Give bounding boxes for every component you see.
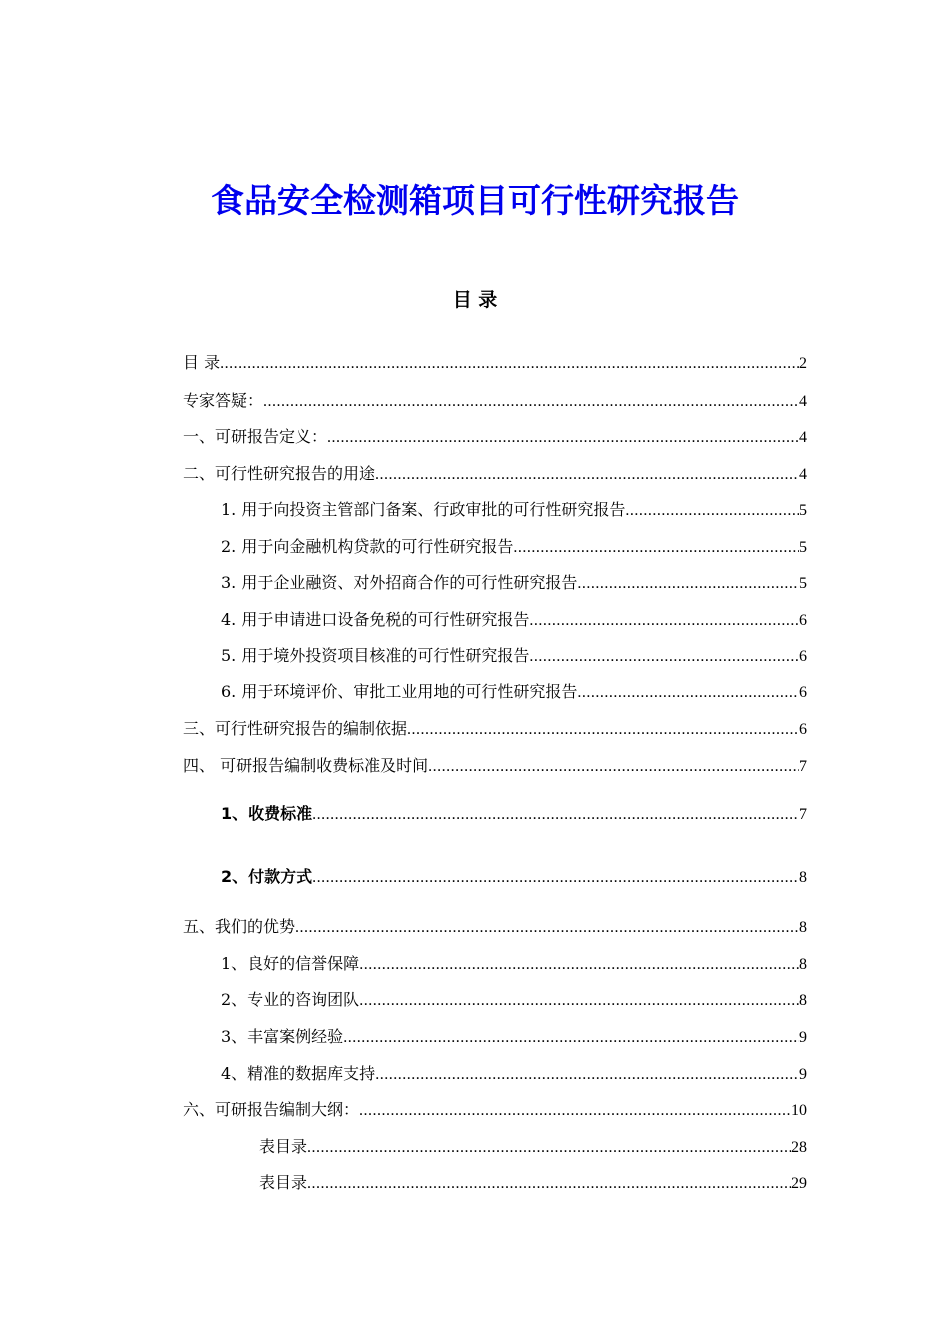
toc-entry[interactable]	[221, 1025, 807, 1049]
toc-entry-label: 2、付款方式	[221, 867, 313, 886]
toc-entry[interactable]	[221, 498, 807, 522]
document-title: 食品安全检测箱项目可行性研究报告	[211, 181, 739, 220]
dot-leader	[513, 536, 799, 560]
toc-entry-label: 三、可行性研究报告的编制依据	[183, 719, 408, 738]
toc-entry[interactable]	[183, 462, 807, 486]
toc-entry-page: 9	[799, 1066, 807, 1083]
toc-entry-page: 5	[799, 539, 807, 556]
dot-leader	[327, 426, 799, 450]
dot-leader	[577, 681, 799, 705]
dot-leader	[220, 352, 799, 376]
toc-entry[interactable]	[221, 952, 807, 976]
dot-leader	[428, 755, 799, 779]
dot-leader	[529, 645, 799, 669]
dot-leader	[312, 803, 799, 827]
toc-entry-page: 4	[799, 466, 807, 483]
toc-entry-label: 二、可行性研究报告的用途	[183, 464, 376, 483]
toc-entry[interactable]	[183, 351, 807, 375]
toc-entry-page: 7	[799, 806, 807, 823]
toc-entry-label: 五、我们的优势	[183, 917, 296, 936]
dot-leader	[375, 1063, 799, 1087]
dot-leader	[529, 609, 799, 633]
dot-leader	[625, 499, 799, 523]
toc-entry[interactable]	[221, 865, 807, 889]
dot-leader	[577, 572, 799, 596]
toc-entry-label: 一、可研报告定义：	[183, 427, 328, 446]
toc-entry-page: 5	[799, 575, 807, 592]
toc-entry-page: 8	[799, 919, 807, 936]
toc-entry[interactable]	[183, 717, 807, 741]
toc-entry[interactable]	[259, 1135, 807, 1159]
dot-leader	[307, 1172, 791, 1196]
toc-entry[interactable]	[221, 802, 807, 826]
toc-heading: 目 录	[452, 289, 498, 311]
toc-entry-page: 8	[799, 956, 807, 973]
toc-entry-page: 6	[799, 648, 807, 665]
toc-entry-page: 9	[799, 1029, 807, 1046]
toc-entry[interactable]	[183, 754, 807, 778]
toc-entry-page: 2	[799, 355, 807, 372]
toc-entry-label: 六、可研报告编制大纲：	[183, 1100, 360, 1119]
toc-entry-page: 28	[791, 1139, 807, 1156]
toc-entry-label: 表目录	[259, 1173, 308, 1192]
toc-entry-label: 1、收费标准	[221, 804, 313, 823]
toc-entry-label: 4. 用于申请进口设备免税的可行性研究报告	[221, 610, 530, 629]
dot-leader	[375, 463, 799, 487]
toc-entry-page: 8	[799, 992, 807, 1009]
dot-leader	[312, 866, 799, 890]
toc-entry[interactable]	[183, 1098, 807, 1122]
toc-entry-page: 10	[791, 1102, 807, 1119]
toc-entry-label: 6. 用于环境评价、审批工业用地的可行性研究报告	[221, 682, 578, 701]
toc-entry-label: 1、良好的信誉保障	[221, 954, 360, 973]
toc-entry-page: 8	[799, 869, 807, 886]
toc-entry[interactable]	[183, 915, 807, 939]
toc-entry[interactable]	[221, 535, 807, 559]
toc-entry[interactable]	[259, 1171, 807, 1195]
toc-entry-page: 5	[799, 502, 807, 519]
toc-entry-label: 表目录	[259, 1137, 308, 1156]
toc-entry[interactable]	[183, 425, 807, 449]
toc-entry-label: 2、专业的咨询团队	[221, 990, 360, 1009]
toc-entry-label: 2. 用于向金融机构贷款的可行性研究报告	[221, 537, 514, 556]
toc-entry[interactable]	[221, 608, 807, 632]
toc-entry-label: 1. 用于向投资主管部门备案、行政审批的可行性研究报告	[221, 500, 626, 519]
toc-entry-page: 6	[799, 612, 807, 629]
toc-entry[interactable]	[221, 644, 807, 668]
dot-leader	[307, 1136, 791, 1160]
toc-entry-label: 3. 用于企业融资、对外招商合作的可行性研究报告	[221, 573, 578, 592]
toc-entry-label: 5. 用于境外投资项目核准的可行性研究报告	[221, 646, 530, 665]
dot-leader	[359, 953, 799, 977]
dot-leader	[295, 916, 799, 940]
toc-entry-page: 7	[799, 758, 807, 775]
toc-entry-page: 29	[791, 1175, 807, 1192]
toc-entry[interactable]	[221, 1062, 807, 1086]
dot-leader	[263, 390, 799, 414]
toc-entry-page: 6	[799, 721, 807, 738]
toc-entry-label: 专家答疑：	[183, 391, 264, 410]
toc-entry-label: 目 录	[183, 353, 221, 372]
toc-entry-page: 4	[799, 393, 807, 410]
dot-leader	[359, 989, 799, 1013]
toc-entry[interactable]	[221, 988, 807, 1012]
dot-leader	[343, 1026, 799, 1050]
toc-entry-page: 4	[799, 429, 807, 446]
dot-leader	[407, 718, 799, 742]
toc-entry[interactable]	[221, 680, 807, 704]
toc-entry[interactable]	[183, 389, 807, 413]
toc-entry-label: 4、精准的数据库支持	[221, 1064, 376, 1083]
toc-entry-page: 6	[799, 684, 807, 701]
toc-entry-label: 四、 可研报告编制收费标准及时间	[183, 756, 429, 775]
toc-entry-label: 3、丰富案例经验	[221, 1027, 344, 1046]
dot-leader	[359, 1099, 791, 1123]
toc-entry[interactable]	[221, 571, 807, 595]
